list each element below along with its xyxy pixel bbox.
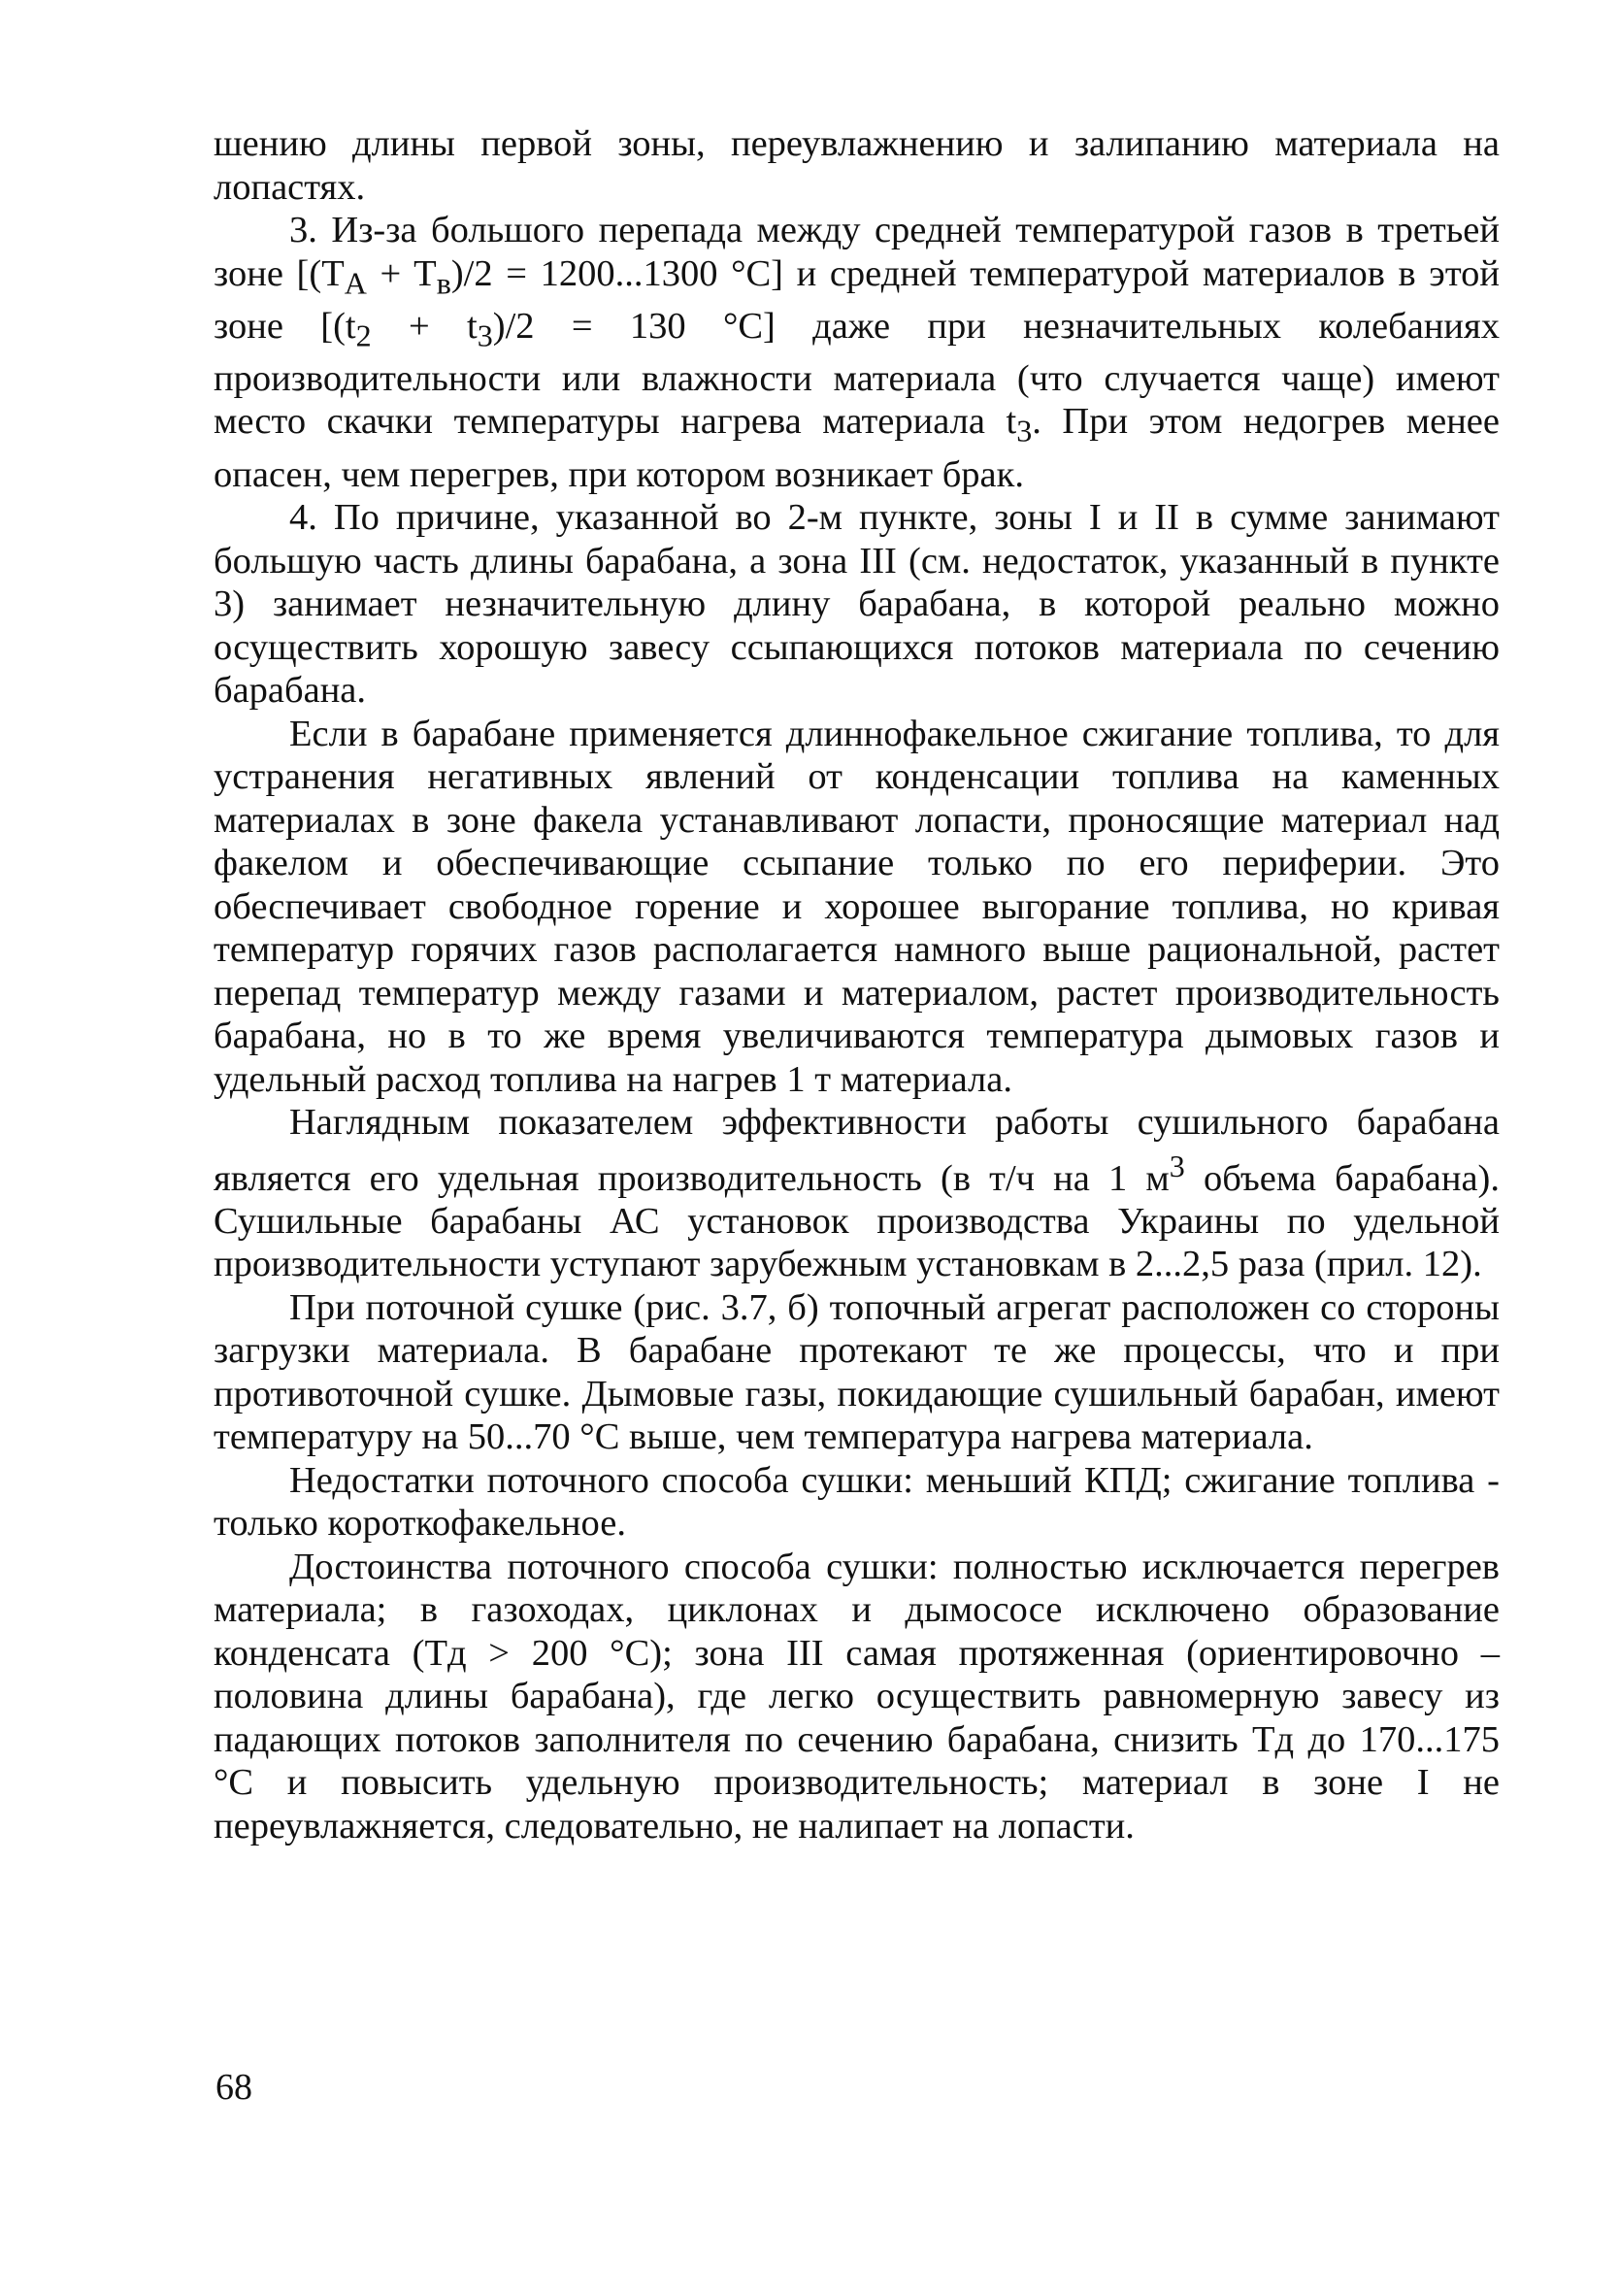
body-text <box>214 122 1500 1847</box>
paragraph: Достоинства поточного способа сушки: полностью исключается перегрев материала; в газоходах, циклонах и дымососе исключено образование конденсата (Тд > 200 °С); зона III самая протяженная (ориентировочно – половина длины барабана), где легко осуществить равномерную завесу из падающих потоков заполнителя по сечению барабана, снизить Тд до 170...175 °С и повысить удельную производительность; материал в зоне I не переувлажняется, следовательно, не налипает на лопасти. <box>214 1546 1500 1847</box>
page-number: 68 <box>215 2067 252 2108</box>
paragraph: Если в барабане применяется длиннофакельное сжигание топлива, то для устранения негативных явлений от конденсации топлива на каменных материалах в зоне факела устанавливают лопасти, проносящие материал над факелом и обеспечивающие ссыпание только по его периферии. Это обеспечивает свободное горение и хорошее выгорание топлива, но кривая температур горячих газов располагается намного выше рациональной, растет перепад температур между газами и материалом, растет производительность барабана, но в то же время увеличиваются температура дымовых газов и удельный расход топлива на нагрев 1 т материала. <box>214 713 1500 1100</box>
paragraph: 4. По причине, указанной во 2-м пункте, зоны I и II в сумме занимают большую часть длины барабана, а зона III (см. недостаток, указанный в пункте 3) занимает незначительную длину барабана, в которой реально можно осуществить хорошую завесу ссыпающихся потоков материала по сечению барабана. <box>214 497 1500 712</box>
paragraph: Недостатки поточного способа сушки: меньший КПД; сжигание топлива - только короткофакельное. <box>214 1459 1500 1545</box>
paragraph: 3. Из-за большого перепада между средней температурой газов в третьей зоне [$(T_A + T_в)/2 = 1200...1300$ °С] и средней температурой материалов в этой зоне [$(t_2 + t_3)/2 = 130$ °С] даже при незначительных колебаниях производительности или влажности материала (что случается чаще) имеют место скачки температуры нагрева материала $t_3$. При этом недогрев менее опасен, чем перегрев, при котором возникает брак. <box>214 210 1500 495</box>
paragraph: Наглядным показателем эффективности работы сушильного барабана является его удельная производительность (в т/ч на 1 $м^3$ объема барабана). Сушильные барабаны АС установок производства Украины по удельной производительности уступают зарубежным установкам в 2...2,5 раза (прил. 12). <box>214 1102 1500 1285</box>
paragraph: При поточной сушке (рис. 3.7, б) топочный агрегат расположен со стороны загрузки материала. В барабане протекают те же процессы, что и при противоточной сушке. Дымовые газы, покидающие сушильный барабан, имеют температуру на 50...70 °С выше, чем температура нагрева материала. <box>214 1286 1500 1458</box>
paragraph: шению длины первой зоны, переувлажнению и залипанию материала на лопастях. <box>214 123 1500 208</box>
